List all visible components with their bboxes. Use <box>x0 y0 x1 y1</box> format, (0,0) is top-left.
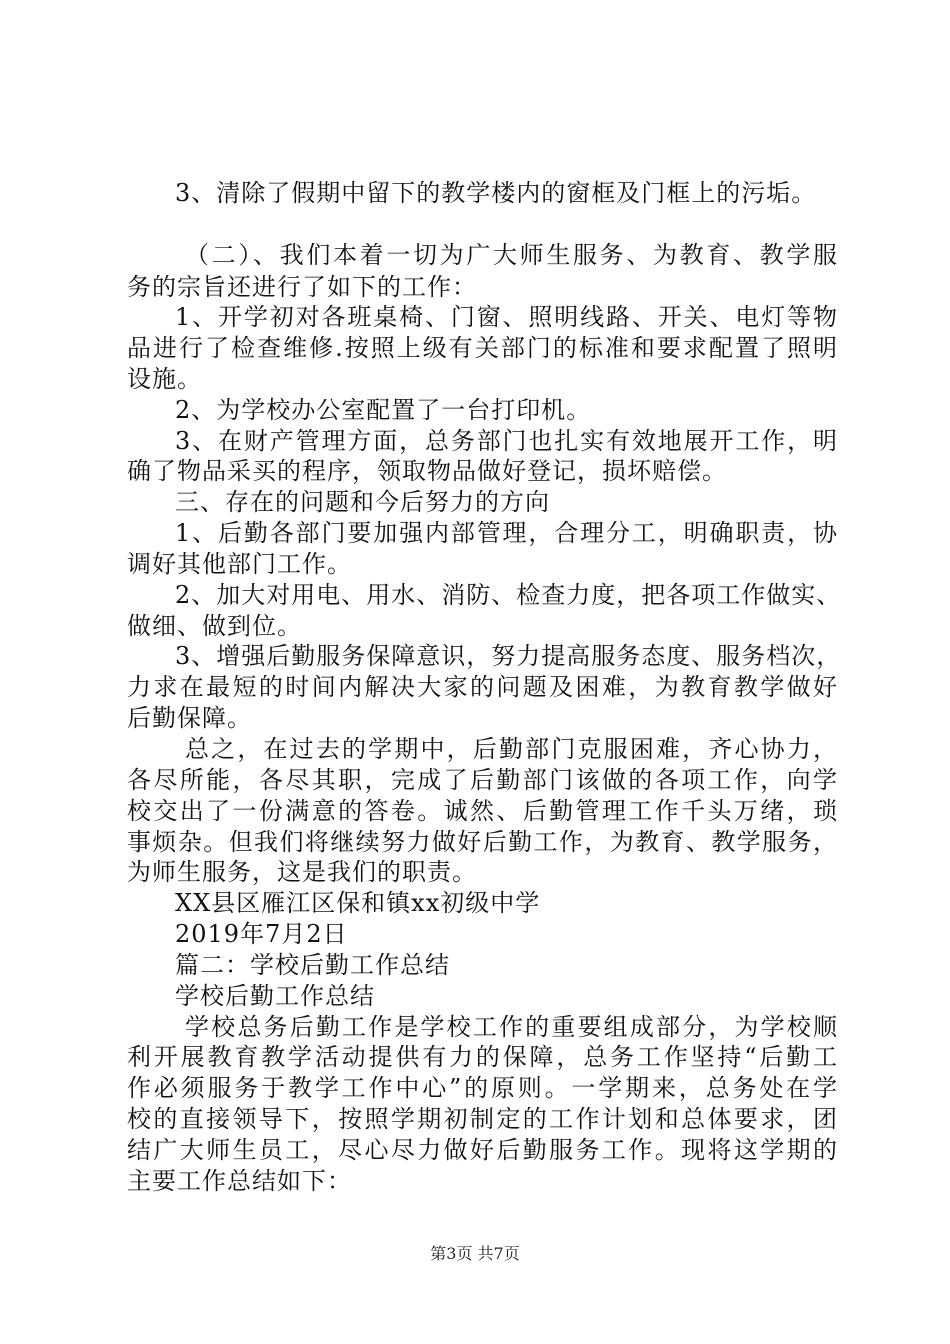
signature-school: XX县区雁江区保和镇xx初级中学 <box>175 889 541 917</box>
paragraph-line: 设施。 <box>127 365 202 393</box>
paragraph-line: 3、清除了假期中留下的教学楼内的窗框及门框上的污垢。 <box>175 179 817 207</box>
paragraph-line: 各尽所能，各尽其职，完成了后勤部门该做的各项工作，向学 <box>127 766 838 794</box>
paragraph-line: 校的直接领导下，按照学期初制定的工作计划和总体要求，团 <box>127 1105 838 1133</box>
paragraph-line: 为师生服务，这是我们的职责。 <box>127 858 477 886</box>
paragraph-line: 品进行了检查维修.按照上级有关部门的标准和要求配置了照明 <box>127 334 838 362</box>
paragraph-line: （二）、我们本着一切为广大师生服务、为教育、教学服 <box>185 241 838 269</box>
paragraph-line: 力求在最短的时间内解决大家的问题及困难，为教育教学做好 <box>127 673 838 701</box>
paragraph-line: 3、在财产管理方面，总务部门也扎实有效地展开工作，明 <box>175 427 838 455</box>
paragraph-line: 作必须服务于教学工作中心”的原则。一学期来，总务处在学 <box>127 1074 838 1102</box>
paragraph-line: 做细、做到位。 <box>127 612 302 640</box>
document-title: 学校后勤工作总结 <box>175 982 375 1010</box>
signature-date: 2019年7月2日 <box>175 920 348 948</box>
paragraph-line: 总之，在过去的学期中，后勤部门克服困难，齐心协力， <box>185 735 838 763</box>
paragraph-line: 2、为学校办公室配置了一台打印机。 <box>175 396 592 424</box>
paragraph-line: 确了物品采买的程序，领取物品做好登记，损坏赔偿。 <box>127 457 727 485</box>
paragraph-line: 务的宗旨还进行了如下的工作： <box>127 273 477 301</box>
paragraph-line: 调好其他部门工作。 <box>127 550 352 578</box>
paragraph-line: 校交出了一份满意的答卷。诚然、后勤管理工作千头万绪，琐 <box>127 797 838 825</box>
paragraph-line: 结广大师生员工，尽心尽力做好后勤服务工作。现将这学期的 <box>127 1136 838 1164</box>
paragraph-line: 1、开学初对各班桌椅、门窗、照明线路、开关、电灯等物 <box>175 303 838 331</box>
section-heading: 篇二：学校后勤工作总结 <box>175 951 450 979</box>
paragraph-line: 后勤保障。 <box>127 704 252 732</box>
paragraph-line: 2、加大对用电、用水、消防、检查力度，把各项工作做实、 <box>175 581 842 609</box>
paragraph-line: 学校总务后勤工作是学校工作的重要组成部分，为学校顺 <box>185 1013 838 1041</box>
paragraph-line: 3、增强后勤服务保障意识，努力提高服务态度、服务档次， <box>175 642 842 670</box>
paragraph-line: 1、后勤各部门要加强内部管理，合理分工，明确职责，协 <box>175 519 838 547</box>
paragraph-line: 事烦杂。但我们将继续努力做好后勤工作，为教育、教学服务， <box>127 828 838 856</box>
paragraph-line: 利开展教育教学活动提供有力的保障，总务工作坚持“后勤工 <box>127 1043 838 1071</box>
paragraph-line: 主要工作总结如下： <box>127 1167 352 1195</box>
section-heading: 三、存在的问题和今后努力的方向 <box>175 488 550 516</box>
page-number-footer: 第3页 共7页 <box>430 1244 520 1263</box>
